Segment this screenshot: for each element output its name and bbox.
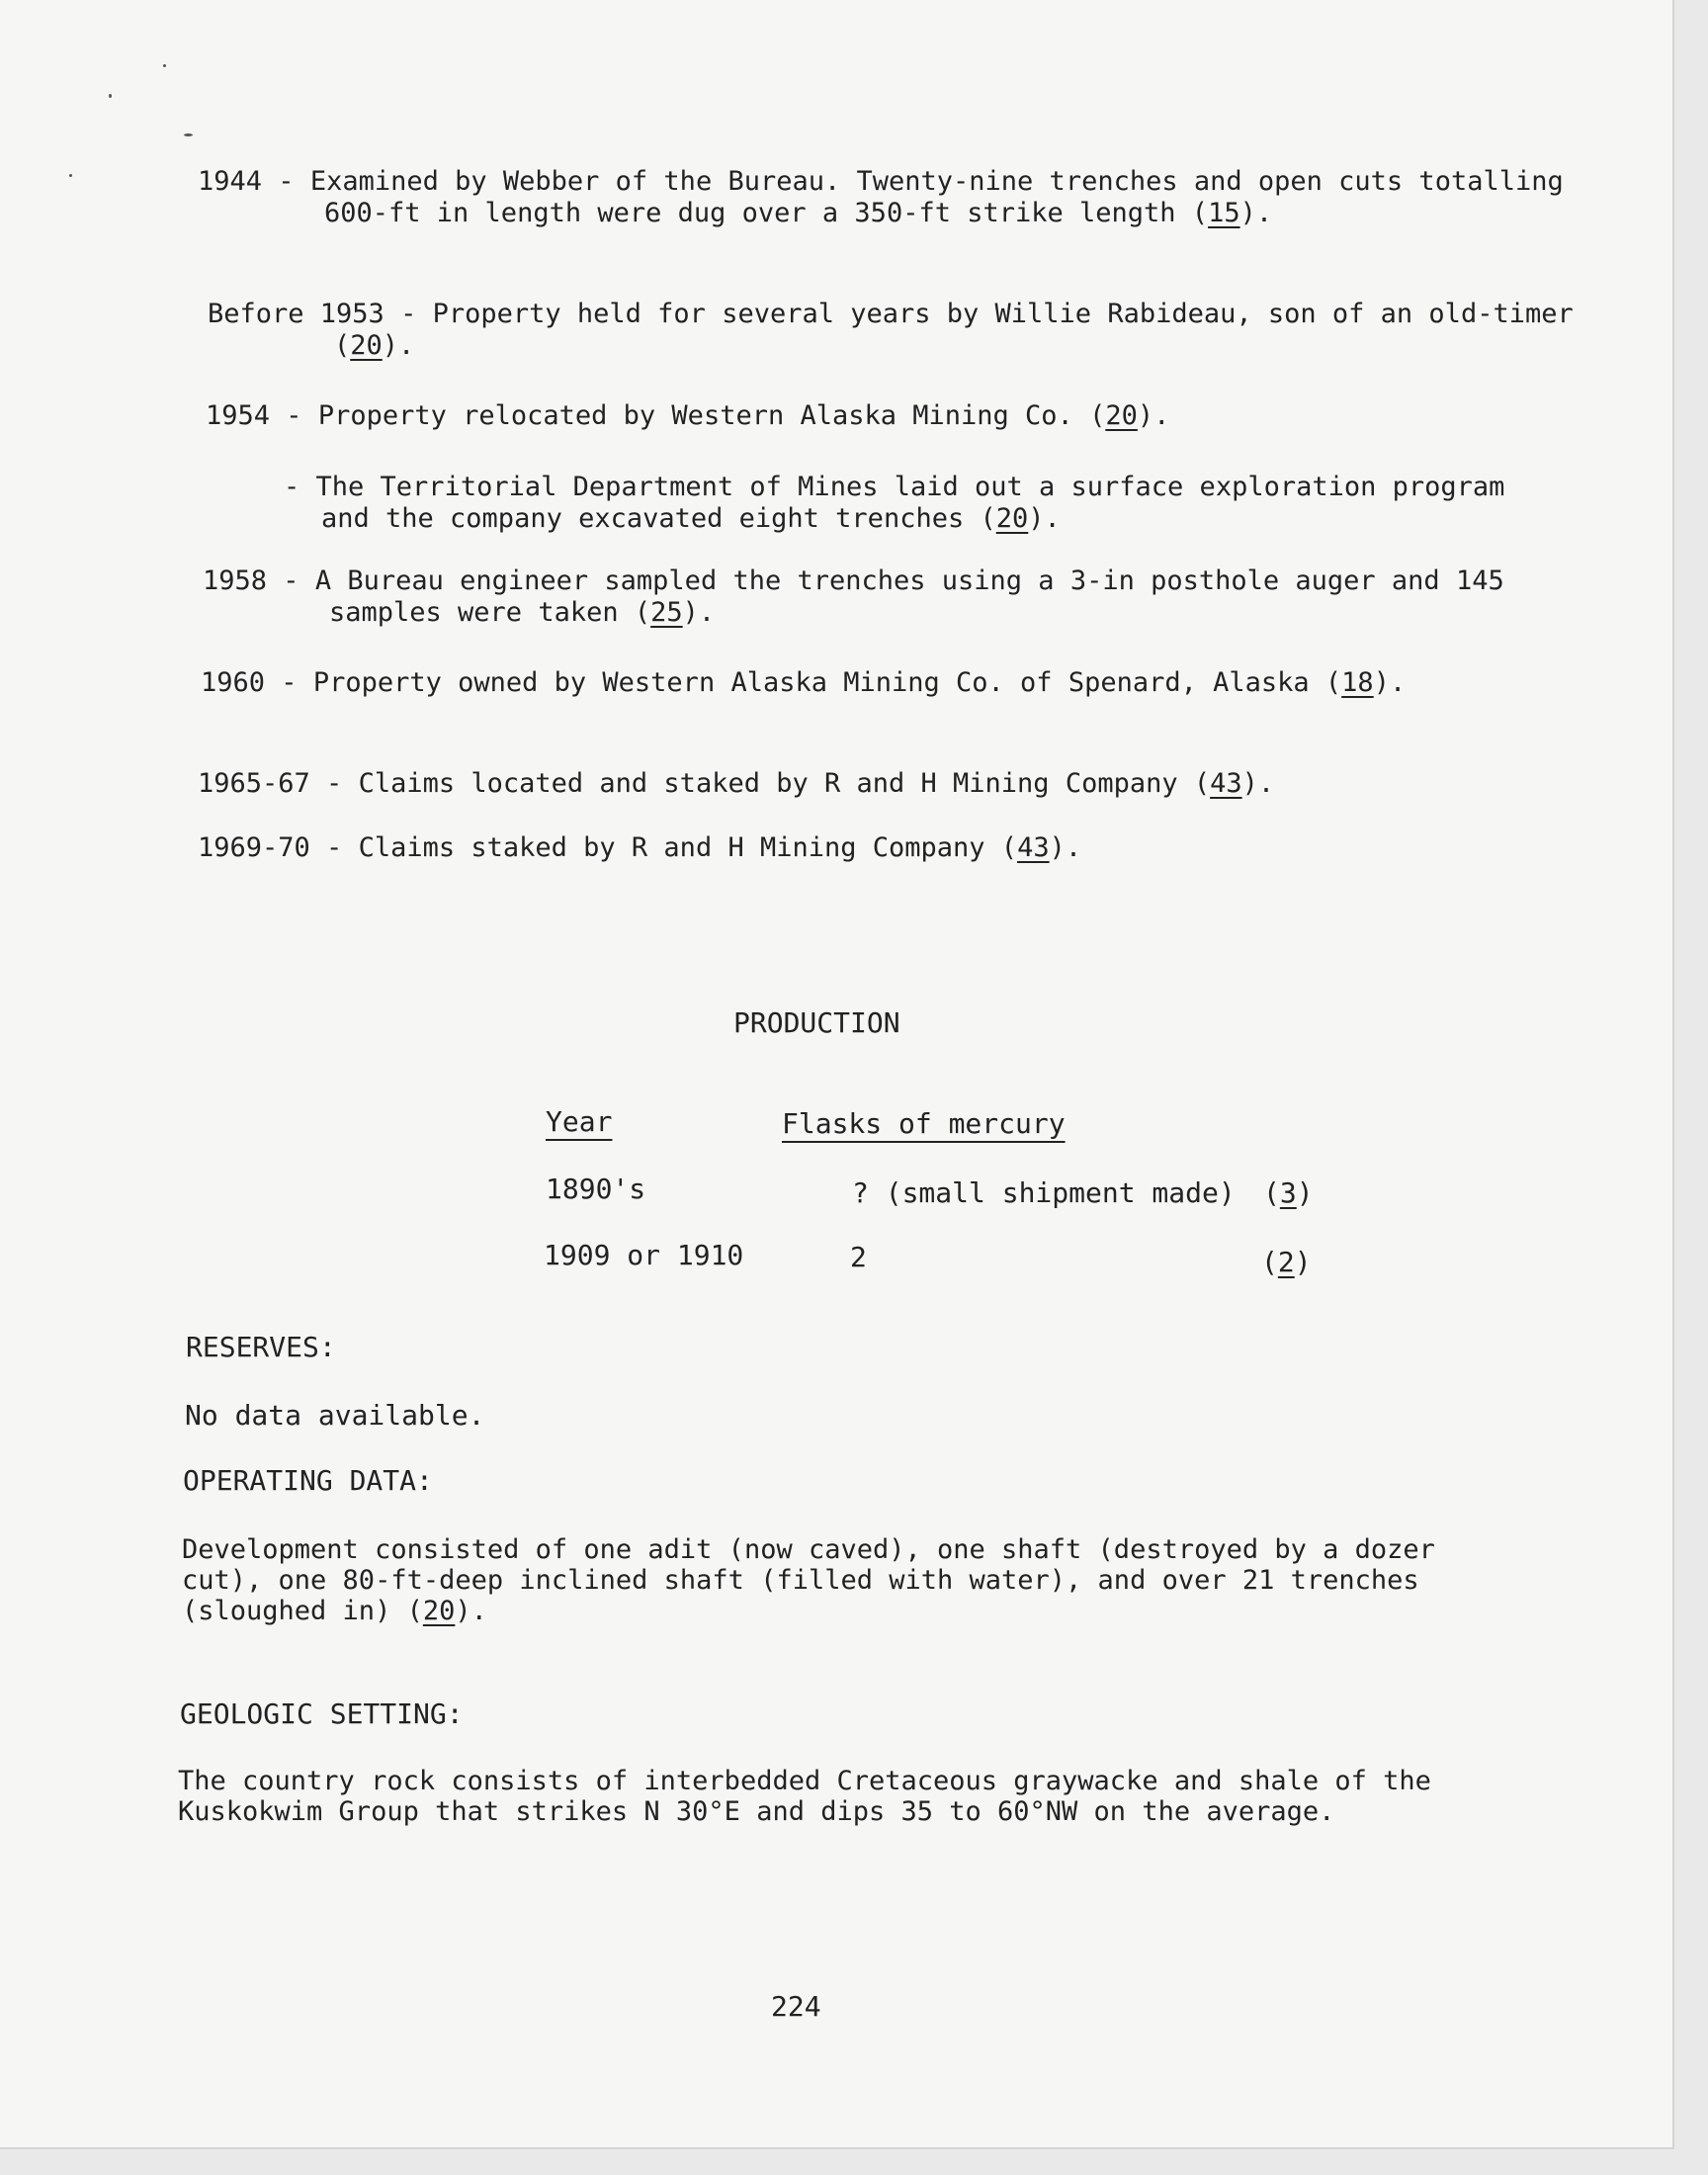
reference-number: 43 xyxy=(1210,768,1242,799)
entry-text: Property relocated by Western Alaska Mining Co. xyxy=(317,400,1073,431)
history-entry: Before 1953 - Property held for several years by Willie Rabideau, son of an old-timer (20). xyxy=(208,299,1574,361)
production-row-flasks: ? (small shipment made) xyxy=(852,1176,1236,1209)
operating-text: Development consisted of one adit (now caved), one shaft (destroyed by a dozer cut), one 80-ft-deep inclined shaft (filled with water), and over 21 trenches (sloughed in) (20). xyxy=(182,1534,1435,1626)
production-row-year: 1890's xyxy=(546,1173,646,1205)
history-entry: 1954 - Property relocated by Western Alaska Mining Co. (20). xyxy=(206,400,1170,431)
entry-year: 1958 xyxy=(203,566,268,596)
reference-number: 3 xyxy=(1279,1176,1297,1209)
entry-text: The Territorial Department of Mines laid out a surface exploration program and the company excavated eight trenches xyxy=(315,472,1505,534)
entry-year: 1944 xyxy=(198,166,263,197)
entry-text: Claims located and staked by R and H Mining Company xyxy=(358,768,1178,799)
reserves-heading: RESERVES: xyxy=(186,1331,336,1363)
entry-year: 1969-70 xyxy=(198,832,310,863)
reference-number: 20 xyxy=(995,503,1029,534)
entry-year: 1960 xyxy=(201,667,266,698)
history-entry: 1960 - Property owned by Western Alaska Mining Co. of Spenard, Alaska (18). xyxy=(201,667,1407,698)
reference-number: 20 xyxy=(1105,400,1138,431)
production-flasks-header: Flasks of mercury xyxy=(782,1107,1066,1140)
entry-end: . xyxy=(1257,768,1275,799)
production-heading: PRODUCTION xyxy=(733,1006,900,1039)
scan-speck xyxy=(69,174,72,177)
reference-number: 25 xyxy=(650,597,683,628)
entry-end: . xyxy=(1389,667,1407,698)
production-row-ref: (3) xyxy=(1263,1176,1314,1209)
history-entry: 1965-67 - Claims located and staked by R and H Mining Company (43). xyxy=(198,768,1275,799)
entry-end: . xyxy=(1044,503,1061,534)
page-number: 224 xyxy=(771,1990,821,2023)
production-row-flasks: 2 xyxy=(850,1241,867,1273)
entry-text: A Bureau engineer sampled the trenches using a 3-in posthole auger and 145 samples were taken xyxy=(314,566,1504,628)
production-year-header: Year xyxy=(546,1105,613,1138)
entry-year: Before 1953 xyxy=(208,299,384,329)
entry-text: Property held for several years by Willie Rabideau, son of an old-timer xyxy=(432,299,1574,329)
entry-end: . xyxy=(698,597,716,628)
reference-number: 2 xyxy=(1277,1246,1295,1278)
operating-heading: OPERATING DATA: xyxy=(183,1464,433,1497)
history-entry: - The Territorial Department of Mines laid out a surface exploration program and the company excavated eight trenches (20). xyxy=(284,472,1505,534)
scan-speck xyxy=(109,94,112,98)
entry-end: . xyxy=(1255,198,1273,228)
scan-speck xyxy=(184,133,193,136)
reference-number: 15 xyxy=(1208,198,1240,228)
entry-text: Claims staked by R and H Mining Company xyxy=(358,832,985,863)
entry-text: Examined by Webber of the Bureau. Twenty-nine trenches and open cuts totalling 600-ft in length were dug over a 350-ft strike length xyxy=(309,166,1564,228)
scan-speck xyxy=(163,64,166,67)
entry-end: . xyxy=(398,330,415,361)
history-entry: 1944 - Examined by Webber of the Bureau. Twenty-nine trenches and open cuts totalling 600-ft in length were dug over a 350-ft strike length (15). xyxy=(198,166,1564,228)
geologic-text: The country rock consists of interbedded Cretaceous graywacke and shale of the Kuskokwim Group that strikes N 30°E and dips 35 to 60°NW on the average. xyxy=(178,1766,1431,1827)
history-entry: 1958 - A Bureau engineer sampled the trenches using a 3-in posthole auger and 145 samples were taken (25). xyxy=(203,566,1504,628)
reference-number: 20 xyxy=(422,1596,456,1626)
reference-number: 18 xyxy=(1341,667,1374,698)
entry-year: 1954 xyxy=(206,400,271,431)
reference-number: 43 xyxy=(1017,832,1050,863)
geologic-heading: GEOLOGIC SETTING: xyxy=(180,1697,464,1730)
entry-end: . xyxy=(1065,832,1082,863)
production-row-year: 1909 or 1910 xyxy=(544,1239,744,1271)
history-entry: 1969-70 - Claims staked by R and H Mining Company (43). xyxy=(198,832,1082,863)
reserves-text: No data available. xyxy=(185,1399,485,1432)
production-row-ref: (2) xyxy=(1261,1246,1312,1278)
operating-body: Development consisted of one adit (now caved), one shaft (destroyed by a dozer cut), one 80-ft-deep inclined shaft (filled with water), and over 21 trenches (sloughed in) xyxy=(182,1534,1435,1626)
operating-end: . xyxy=(470,1596,487,1626)
reference-number: 20 xyxy=(350,330,383,361)
entry-text: Property owned by Western Alaska Mining Co. of Spenard, Alaska xyxy=(312,667,1310,698)
entry-end: . xyxy=(1153,400,1170,431)
entry-year: 1965-67 xyxy=(198,768,310,799)
